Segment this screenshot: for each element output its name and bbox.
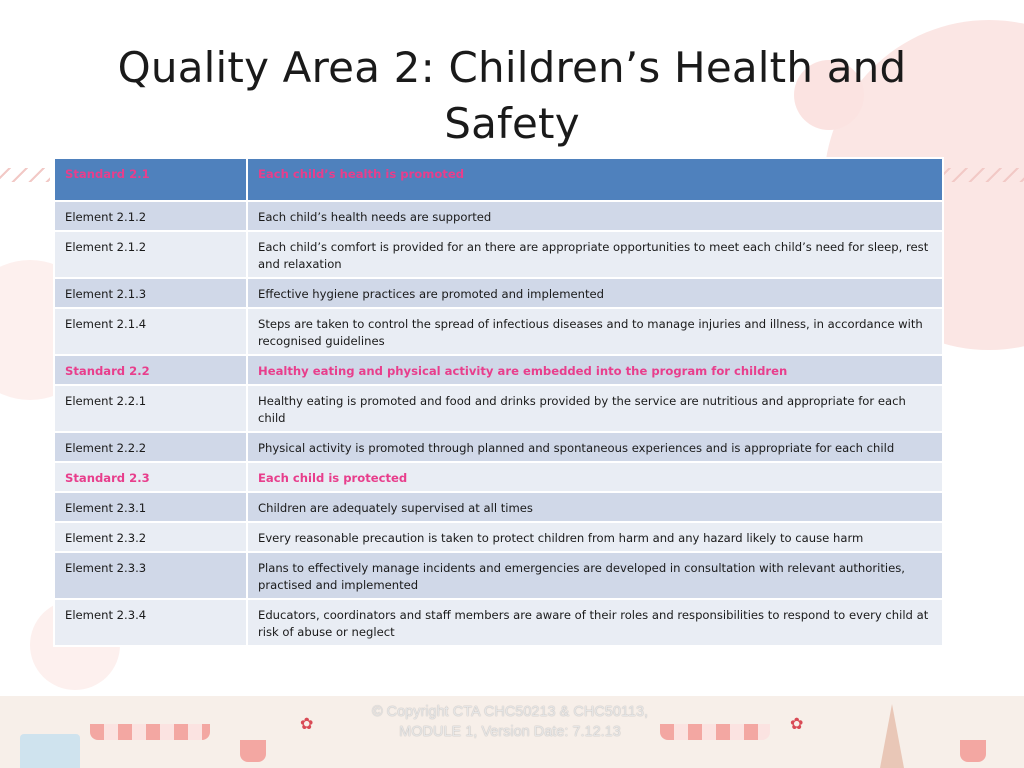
awning-icon bbox=[660, 724, 770, 740]
row-code-cell: Standard 2.2 bbox=[54, 355, 247, 385]
standard-row bbox=[54, 462, 943, 492]
table-row bbox=[54, 278, 943, 308]
cup-icon bbox=[240, 740, 266, 762]
row-description-cell: Each child’s health is promoted bbox=[247, 158, 943, 201]
row-code-cell: Standard 2.3 bbox=[54, 462, 247, 492]
slide-title: Quality Area 2: Children’s Health and Safety bbox=[117, 43, 907, 148]
row-description-cell: Healthy eating and physical activity are embedded into the program for children bbox=[247, 355, 943, 385]
row-code-cell: Element 2.3.2 bbox=[54, 522, 247, 552]
row-description-cell: Each child’s comfort is provided for an there are appropriate opportunities to meet each child’s need for sleep, rest and relaxation bbox=[247, 231, 943, 278]
row-code-cell: Element 2.1.2 bbox=[54, 201, 247, 231]
table-row bbox=[54, 385, 943, 432]
table-row bbox=[54, 231, 943, 278]
table-row bbox=[54, 492, 943, 522]
row-code-cell: Element 2.3.4 bbox=[54, 599, 247, 646]
row-description-cell: Each child’s health needs are supported bbox=[247, 201, 943, 231]
table-row bbox=[54, 522, 943, 552]
row-code-cell: Standard 2.1 bbox=[54, 158, 247, 201]
row-code-cell: Element 2.1.2 bbox=[54, 231, 247, 278]
standard-row bbox=[54, 355, 943, 385]
table-row bbox=[54, 201, 943, 231]
table-row bbox=[54, 432, 943, 462]
row-code-cell: Element 2.1.4 bbox=[54, 308, 247, 355]
table-row bbox=[54, 308, 943, 355]
copyright-notice: © Copyright CTA CHC50213 & CHC50113, MODULE 1, Version Date: 7.12.13 bbox=[371, 704, 649, 740]
row-description-cell: Effective hygiene practices are promoted and implemented bbox=[247, 278, 943, 308]
row-code-cell: Element 2.1.3 bbox=[54, 278, 247, 308]
house-icon bbox=[20, 734, 80, 768]
row-description-cell: Physical activity is promoted through planned and spontaneous experiences and is appropriate for each child bbox=[247, 432, 943, 462]
awning-icon bbox=[90, 724, 210, 740]
row-description-cell: Steps are taken to control the spread of infectious diseases and to manage injuries and illness, in accordance with recognised guidelines bbox=[247, 308, 943, 355]
cup-icon bbox=[960, 740, 986, 762]
standard-row bbox=[54, 158, 943, 201]
row-description-cell: Each child is protected bbox=[247, 462, 943, 492]
flower-icon: ✿ bbox=[300, 716, 314, 733]
row-code-cell: Element 2.2.1 bbox=[54, 385, 247, 432]
tower-icon bbox=[880, 704, 904, 768]
row-description-cell: Plans to effectively manage incidents and emergencies are developed in consultation with relevant authorities, practised and implemented bbox=[247, 552, 943, 599]
table-row bbox=[54, 552, 943, 599]
row-description-cell: Children are adequately supervised at all times bbox=[247, 492, 943, 522]
decorative-dashes bbox=[940, 168, 1024, 182]
flower-icon: ✿ bbox=[790, 716, 804, 733]
row-description-cell: Educators, coordinators and staff members are aware of their roles and responsibilities to respond to every child at risk of abuse or neglect bbox=[247, 599, 943, 646]
row-code-cell: Element 2.3.3 bbox=[54, 552, 247, 599]
row-code-cell: Element 2.2.2 bbox=[54, 432, 247, 462]
row-code-cell: Element 2.3.1 bbox=[54, 492, 247, 522]
row-description-cell: Healthy eating is promoted and food and drinks provided by the service are nutritious and appropriate for each child bbox=[247, 385, 943, 432]
quality-standards-table bbox=[53, 157, 944, 647]
decorative-dashes bbox=[0, 168, 50, 182]
table-row bbox=[54, 599, 943, 646]
row-description-cell: Every reasonable precaution is taken to protect children from harm and any hazard likely to cause harm bbox=[247, 522, 943, 552]
